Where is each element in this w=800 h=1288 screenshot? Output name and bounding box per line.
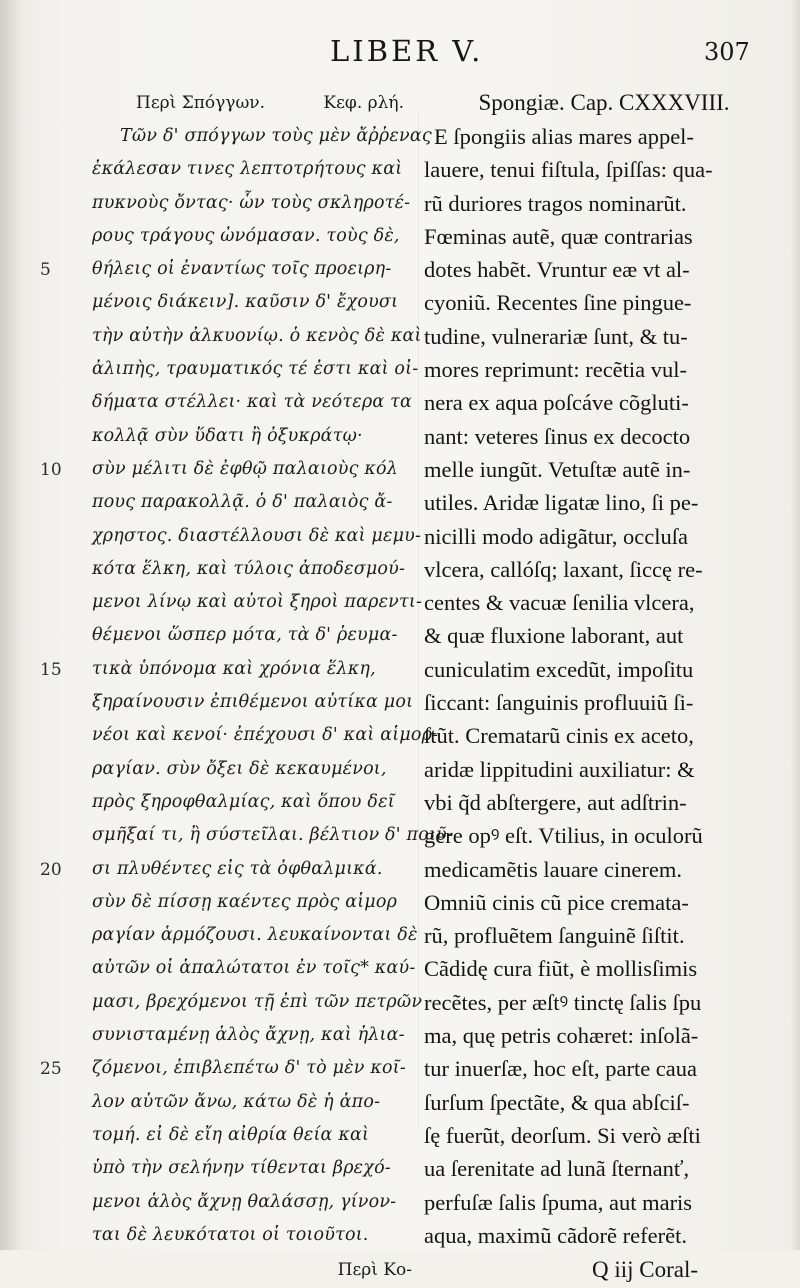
greek-text-line: ραγίαν. σὺν ὄξει δὲ κεκαυμένοι,	[92, 758, 387, 779]
latin-catchword: Q iij Coral-	[592, 1257, 699, 1283]
greek-column	[92, 86, 453, 1288]
greek-text-line: ται δὲ λευκότατοι οἱ τοιοῦτοι.	[92, 1224, 369, 1245]
latin-text-line: rũ, profluẽtem ſanguinẽ ſiſtit.	[424, 923, 685, 949]
greek-text-line: ραγίαν ἁρμόζουσι. λευκαίνονται δὲ	[92, 925, 418, 946]
greek-chapter-title: Περὶ Σπόγγων.	[136, 93, 266, 113]
latin-text-line: ua ſerenitate ad lunã ſternanť,	[424, 1156, 690, 1182]
greek-text-line: μενοι λίνῳ καὶ αὐτοὶ ξηροὶ παρεντι-	[92, 592, 423, 613]
latin-text-line: & quæ fluxione laborant, aut	[424, 623, 684, 649]
greek-text-line: ξηραίνουσιν ἐπιθέμενοι αὐτίκα μοι	[92, 692, 414, 713]
greek-text-line: δήματα στέλλει· καὶ τὰ νεότερα τα	[92, 392, 413, 413]
greek-text-block	[92, 120, 453, 1252]
latin-text-line: rũ duriores tragos nominarũt.	[424, 190, 687, 216]
latin-text-line: centes & vacuæ ſenilia vlcera,	[424, 590, 695, 616]
latin-text-line: mores reprimunt: recẽtia vul-	[424, 357, 688, 383]
greek-text-line: πρὸς ξηροφθαλμίας, καὶ ὅπου δεῖ	[92, 791, 395, 812]
latin-text-line: E ſpongiis alias mares appel-	[434, 124, 694, 149]
greek-chapter-heading	[92, 86, 416, 120]
latin-text-line: Cãdidę cura fiũt, è mollisſimis	[424, 956, 698, 982]
greek-text-line: κότα ἕλκη, καὶ τύλοις ἀποδεσμού-	[92, 558, 406, 579]
latin-text-line: dotes habẽt. Vruntur eæ vt al-	[424, 257, 690, 283]
greek-text-line: αὐτῶν οἱ ἁπαλώτατοι ἐν τοῖς* καύ-	[92, 958, 416, 979]
binding-gutter	[0, 0, 22, 1250]
latin-text-line: tudine, vulnerariæ ſunt, & tu-	[424, 323, 688, 349]
greek-text-line: ὑπὸ τὴν σελήνην τίθενται βρεχό-	[92, 1158, 391, 1179]
latin-text-line: nicilli modo adigãtur, occluſa	[424, 523, 689, 549]
page-edge	[790, 0, 800, 1250]
latin-text-line: cyoniũ. Recentes ſine pingue-	[424, 290, 692, 316]
latin-text-line: ſę fuerũt, deorſum. Si verò æſti	[424, 1122, 701, 1148]
latin-text-line: ſtũt. Crematarũ cinis ex aceto,	[424, 723, 694, 749]
margin-line-number: 20	[40, 859, 62, 880]
latin-text-line: nant: veteres ſinus ex decocto	[424, 423, 691, 449]
latin-text-line: Fœminas autẽ, quæ contrarias	[424, 223, 693, 249]
greek-text-line: ἐκάλεσαν τινες λεπτοτρήτους καὶ	[92, 159, 403, 180]
latin-text-line: utiles. Aridæ ligatæ lino, ſi pe-	[424, 490, 699, 516]
latin-text-line: vbi q̃d abſtergere, aut adſtrin-	[424, 789, 687, 815]
greek-text-line: κολλᾷ σὺν ὕδατι ἢ ὀξυκράτῳ·	[92, 425, 363, 446]
greek-catchword: Περὶ Κο-	[337, 1260, 412, 1281]
latin-column	[424, 86, 784, 1288]
latin-text-line: recẽtes, per æſtꝰ tinctę ſalis ſpu	[424, 989, 702, 1015]
margin-line-number: 5	[40, 260, 51, 281]
margin-line-number: 10	[40, 460, 62, 480]
latin-text-line: gere opꝰ eſt. Vtilius, in oculorũ	[424, 823, 703, 849]
greek-text-line: σὺν μέλιτι δὲ ἐφθῷ παλαιοὺς κόλ	[92, 458, 399, 479]
latin-text-block	[424, 120, 784, 1252]
greek-text-line: Τῶν δ' σπόγγων τοὺς μὲν ἄῤῥενας	[120, 126, 432, 146]
latin-text-line: aridæ lippitudini auxiliatur: &	[424, 756, 695, 782]
greek-text-line: ἀλιπὴς, τραυματικός τέ ἐστι καὶ οἰ-	[92, 359, 419, 380]
greek-text-line: νέοι καὶ κενοί· ἐπέχουσι δ' καὶ αἱμορ-	[92, 725, 439, 746]
greek-text-line: θέμενοι ὥσπερ μότα, τὰ δ' ῥευμα-	[92, 625, 398, 646]
greek-chapter-number: Κεφ. ρλή.	[323, 93, 404, 113]
latin-text-line: cuniculatim excedũt, impoſitu	[424, 656, 694, 682]
margin-line-number: 15	[40, 659, 62, 680]
greek-text-line: λον αὐτῶν ἄνω, κάτω δὲ ἡ ἀπο-	[92, 1091, 381, 1112]
greek-text-line: πυκνοὺς ὄντας· ὧν τοὺς σκληροτέ-	[92, 192, 411, 213]
latin-text-line: tur inuerſæ, hoc eſt, parte caua	[424, 1056, 698, 1082]
latin-text-line: ſiccant: ſanguinis profluuiũ ſi-	[424, 690, 694, 716]
latin-chapter-title: Spongiæ. Cap. CXXXVIII.	[478, 90, 730, 115]
latin-text-line: melle iungũt. Vetuſtæ autẽ in-	[424, 456, 691, 482]
latin-text-line: perfuſæ ſalis ſpuma, aut maris	[424, 1189, 693, 1215]
latin-text-line: ma, quę petris cohæret: inſolã-	[424, 1023, 699, 1049]
latin-text-line: ſurſum ſpectãte, & qua abſciſ-	[424, 1089, 690, 1115]
latin-text-line: nera ex aqua poſcáve cõgluti-	[424, 390, 689, 416]
greek-text-line: σι πλυθέντες εἰς τὰ ὀφθαλμικά.	[92, 858, 383, 879]
greek-text-line: τικὰ ὑπόνομα καὶ χρόνια ἕλκη,	[92, 658, 376, 679]
margin-line-number: 25	[40, 1059, 62, 1080]
greek-text-line: συνισταμένῃ ἁλὸς ἄχνῃ, καὶ ἡλια-	[92, 1025, 405, 1046]
running-header-title: LIBER V.	[330, 34, 484, 68]
greek-text-line: μένοις διάκειν]. καῦσιν δ' ἔχουσι	[92, 292, 399, 313]
greek-text-line: σμῆξαί τι, ἢ σύστεῖλαι. βέλτιον δ' ποιῦ-	[92, 825, 453, 846]
greek-text-line: μενοι ἁλὸς ἄχνῃ θαλάσσῃ, γίνον-	[92, 1191, 397, 1212]
greek-text-line: μασι, βρεχόμενοι τῇ ἐπὶ τῶν πετρῶν	[92, 991, 423, 1012]
greek-text-line: τομή. εἰ δὲ εἴη αἰθρία θεία καὶ	[92, 1124, 370, 1145]
latin-text-line: Omniũ cinis cũ pice cremata-	[424, 889, 689, 915]
greek-text-line: ζόμενοι, ἐπιβλεπέτω δ' τὸ μὲν κοῖ-	[92, 1058, 406, 1079]
greek-text-line: θήλεις οἱ ἐναντίως τοῖς προειρη-	[92, 259, 392, 280]
greek-text-line: τὴν αὐτὴν ἀλκυονίῳ. ὁ κενὸς δὲ καὶ	[92, 325, 422, 346]
greek-text-line: σὺν δὲ πίσσῃ καέντες πρὸς αἱμορ	[92, 891, 398, 912]
latin-text-line: aqua, maximũ cãdorẽ referẽt.	[424, 1222, 687, 1248]
page-number: 307	[704, 38, 750, 66]
latin-text-line: vlcera, callóſq; laxant, ſiccę re-	[424, 556, 703, 582]
latin-text-line: lauere, tenui fiſtula, ſpiſſas: qua-	[424, 157, 713, 183]
greek-text-line: χρηστος. διαστέλλουσι δὲ καὶ μεμυ-	[92, 525, 422, 546]
greek-text-line: πους παρακολλᾷ. ὁ δ' παλαιὸς ἄ-	[92, 492, 393, 513]
column-divider	[418, 110, 419, 1130]
latin-text-line: medicamẽtis lauare cinerem.	[424, 856, 682, 882]
greek-text-line: ρους τράγους ὠνόμασαν. τοὺς δὲ,	[92, 225, 400, 246]
